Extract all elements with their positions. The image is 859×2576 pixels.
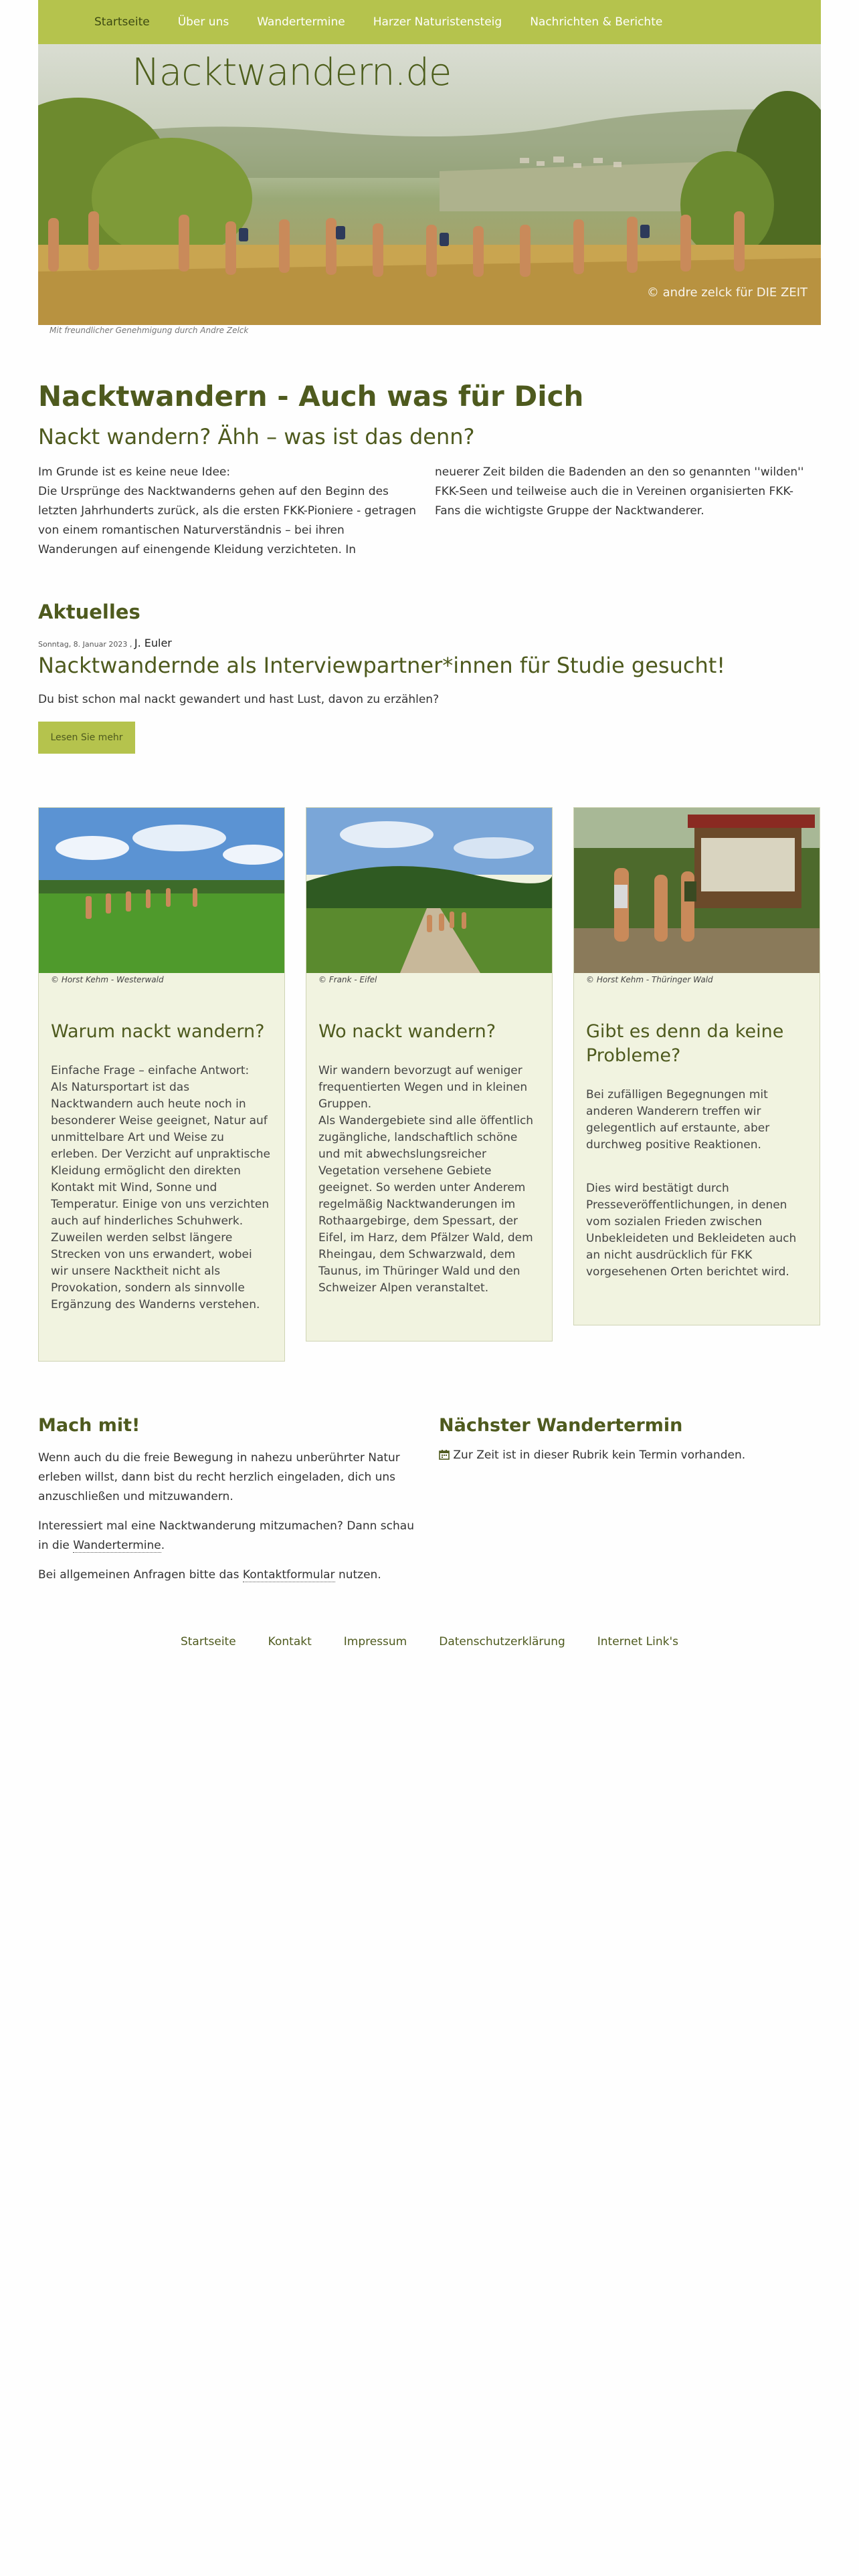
nav-startseite[interactable]: Startseite	[94, 15, 150, 29]
mach-mit-kontakt	[38, 1566, 426, 1585]
card-text: Einfache Frage – einfache Antwort: Als Natursportart ist das Nacktwandern auch heute noch in besonderer Weise geeignet, Natur auf unmittelbare Art und Weise zu erleben. Der Verzicht auf unpraktische Kleidung ermöglicht den direkten Kontakt mit Wind, Sonne und Temperatur. Einige von uns verzichten auch auf hinderliches Schuhwerk. Zuweilen werden selbst längere Strecken von uns erwandert, wobei wir unsere Nacktheit nicht als Provokation, sondern als sinnvolle Ergänzung des Wanderns verstehen.	[51, 1064, 270, 1311]
card-photo-eifel	[306, 808, 552, 973]
card-photo-thueringer-wald	[574, 808, 820, 973]
intro-text-col1: Im Grunde ist es keine neue Idee: Die Ursprünge des Nacktwanderns gehen auf den Beginn des letzten Jahrhunderts zurück, als die ersten FKK-Pioniere - getragen von einem romantischen Naturverständnis – bei ihren Wanderungen auf einengende Kleidung verzichteten. In	[38, 465, 417, 556]
footer-link-datenschutz[interactable]: Datenschutzerklärung	[439, 1635, 565, 1648]
card-text: Wir wandern bevorzugt auf weniger frequentierten Wegen und in kleinen Gruppen. Als Wandergebiete sind alle öffentlich zugängliche, landschaftlich schöne und mit abwechslungsreicher Vegetation versehene Gebiete geeignet. So werden unter Anderem regelmäßig Nacktwanderungen im Rothaargebirge, dem Spessart, der Eifel, im Harz, dem Pfälzer Wald, dem Rheingau, dem Schwarzwald, dem Taunus, im Thüringer Wald und den Schweizer Alpen veranstaltet.	[318, 1064, 534, 1295]
kontaktformular-link[interactable]: Kontaktformular	[242, 1568, 335, 1582]
news-teaser: Du bist schon mal nackt gewandert und hast Lust, davon zu erzählen?	[38, 693, 440, 706]
wandertermine-link[interactable]: Wandertermine	[73, 1539, 161, 1552]
news-date: Sonntag, 8. Januar 2023	[38, 640, 128, 649]
card-wo	[306, 807, 553, 1341]
next-hike-info	[439, 1448, 745, 1462]
card-photo-caption: © Horst Kehm - Thüringer Wald	[586, 975, 713, 984]
hero-caption: Mit freundlicher Genehmigung durch Andre Zelck	[50, 326, 249, 335]
card-photo-caption: © Horst Kehm - Westerwald	[51, 975, 164, 984]
footer-link-impressum[interactable]: Impressum	[343, 1635, 407, 1648]
mach-mit-termine-pre: Interessiert mal eine Nacktwanderung mitzumachen? Dann schau in die	[38, 1519, 414, 1552]
news-section-title: Aktuelles	[38, 601, 140, 623]
footer-link-startseite[interactable]: Startseite	[180, 1635, 236, 1648]
mach-mit-termine	[38, 1517, 426, 1555]
mach-mit-text: Wenn auch du die freie Bewegung in nahezu unberührter Natur erleben willst, dann bist du recht herzlich eingeladen, dich uns anzuschließen und mitzuwandern.	[38, 1451, 400, 1503]
calendar-icon	[439, 1449, 450, 1460]
card-title: Wo nackt wandern?	[318, 1021, 496, 1042]
nav-harzer-naturistensteig[interactable]: Harzer Naturistensteig	[373, 15, 502, 29]
card-photo-caption: © Frank - Eifel	[318, 975, 377, 984]
next-hike-text: Zur Zeit ist in dieser Rubrik kein Termin vorhanden.	[453, 1448, 746, 1462]
nav-nachrichten-berichte[interactable]: Nachrichten & Berichte	[530, 15, 663, 29]
card-text-2: Dies wird bestätigt durch Presseveröffentlichungen, in denen vom sozialen Frieden zwischen Unbekleideten und Bekleideten auch an nicht ausdrücklich für FKK vorgesehenen Orten berichtet wird.	[586, 1182, 797, 1279]
card-title: Warum nackt wandern?	[51, 1021, 265, 1042]
mach-mit-termine-post: .	[161, 1539, 165, 1552]
mach-mit-kontakt-post: nutzen.	[335, 1568, 381, 1582]
news-author: J. Euler	[134, 637, 172, 649]
main-nav	[38, 0, 821, 44]
card-text: Bei zufälligen Begegnungen mit anderen Wanderern treffen wir gelegentlich auf erstaunte, aber durchweg positive Reaktionen.	[586, 1088, 770, 1152]
card-photo-westerwald	[39, 808, 284, 973]
next-hike-title: Nächster Wandertermin	[439, 1415, 683, 1436]
news-title[interactable]: Nacktwandernde als Interviewpartner*innen für Studie gesucht!	[38, 653, 726, 678]
read-more-button[interactable]: Lesen Sie mehr	[38, 722, 135, 754]
hero-photo-credit: © andre zelck für DIE ZEIT	[646, 286, 807, 300]
footer-nav	[38, 1635, 821, 1648]
page-subtitle: Nackt wandern? Ähh – was ist das denn?	[38, 424, 475, 449]
card-warum	[38, 807, 285, 1362]
mach-mit-kontakt-pre: Bei allgemeinen Anfragen bitte das	[38, 1568, 243, 1582]
mach-mit-title: Mach mit!	[38, 1415, 140, 1436]
site-title[interactable]: Nacktwandern.de	[132, 51, 452, 94]
card-probleme	[573, 807, 820, 1325]
nav-wandertermine[interactable]: Wandertermine	[257, 15, 345, 29]
nav-ueber-uns[interactable]: Über uns	[177, 15, 229, 29]
page-title: Nacktwandern - Auch was für Dich	[38, 380, 584, 413]
footer-link-internet-links[interactable]: Internet Link's	[597, 1635, 679, 1648]
footer-link-kontakt[interactable]: Kontakt	[268, 1635, 312, 1648]
hero-banner	[38, 44, 821, 325]
news-meta: Sonntag, 8. Januar 2023 , J. Euler	[38, 637, 172, 649]
intro-text-col2: neuerer Zeit bilden die Badenden an den so genannten ''wilden'' FKK-Seen und teilweise auch die in Vereinen organisierten FKK-Fans die wichtigste Gruppe der Nacktwanderer.	[435, 465, 804, 518]
card-title: Gibt es denn da keine Probleme?	[586, 1021, 784, 1066]
